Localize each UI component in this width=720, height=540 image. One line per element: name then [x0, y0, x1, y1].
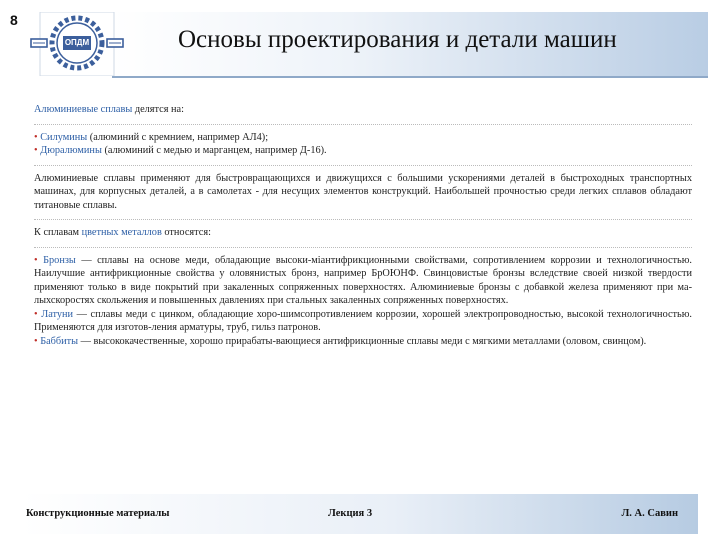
- type-item: [34, 131, 692, 145]
- alloy-desc: — сплавы на основе меди, обладающие высоки-мiантифрикционными свойствами, сопротивлением коррозии и технологичностью. Наилучшие антифрикционные свойства у оловянистых бронз, например БрОЮНФ. Свинцовистые бронзы вследствие своей низкой твердости применяют только в виде покрытий при закаленных сопряженных поверхностях. Алюминиевые бронзы с добавкой железа применяют при ма-лыхскоростях скольжения и повышенных давлениях при стальных закаленных сопряженных поверхностях.: [34, 254, 693, 306]
- alloy-name: Бронзы: [43, 254, 76, 266]
- page-number: 8: [10, 12, 18, 28]
- alloy-item: [34, 308, 692, 335]
- alloy-item: [34, 254, 692, 308]
- bullet-icon: •: [34, 131, 38, 143]
- bullet-icon: •: [34, 308, 38, 320]
- content-area: [34, 103, 692, 348]
- bullet-icon: •: [34, 335, 38, 347]
- footer-course: Конструкционные материалы: [26, 508, 170, 519]
- alloy-name: Баббиты: [40, 335, 79, 347]
- alloy-desc: — сплавы меди с цинком, обладающие хоро-шимсопротивлением коррозии, хорошей электропроводностью, высокой технологичностью. Применяются для изготов-ления арматуры, труб, гильз патронов.: [34, 308, 693, 333]
- nonferrous-before: К сплавам: [34, 227, 82, 238]
- intro-rest: делятся на:: [132, 104, 184, 115]
- divider: [34, 124, 692, 125]
- type-name: Силумины: [40, 131, 88, 143]
- alloy-desc: — высококачественные, хорошо прирабаты-вающиеся антифрикционные сплавы меди с мягкими металлами (оловом, свинцом).: [78, 335, 647, 347]
- nonferrous-line: [34, 226, 692, 240]
- logo-text: ОПДМ: [64, 38, 90, 47]
- divider: [34, 219, 692, 220]
- type-item: [34, 144, 692, 158]
- type-desc: (алюминий с медью и марганцем, например Д-16).: [101, 145, 327, 156]
- bullet-icon: •: [34, 145, 38, 156]
- type-name: Дюралюмины: [40, 145, 102, 156]
- type-desc: (алюминий с кремнием, например АЛ4);: [87, 131, 269, 143]
- nonferrous-after: относятся:: [161, 227, 211, 238]
- alloy-item: [34, 335, 692, 349]
- aluminum-use-paragraph: Алюминиевые сплавы применяют для быстровращающихся и движущихся с большими ускорениями деталей в быстроходных транспортных машинах, для корпусных деталей, а в самолетах - для несущих элементов конструкций. Наибольшей прочностью среди легких сплавов обладают титановые сплавы.: [34, 172, 692, 211]
- page-title: Основы проектирования и детали машин: [178, 26, 617, 53]
- intro-line: [34, 103, 692, 117]
- divider: [34, 165, 692, 166]
- footer-author: Л. А. Савин: [621, 508, 678, 519]
- footer-bar: [22, 494, 698, 534]
- alloy-name: Латуни: [41, 308, 74, 320]
- intro-lead: Алюминиевые сплавы: [34, 104, 133, 115]
- footer-lecture: Лекция 3: [328, 508, 373, 519]
- bullet-icon: •: [34, 254, 38, 266]
- divider: [34, 247, 692, 248]
- nonferrous-term: цветных металлов: [81, 227, 162, 238]
